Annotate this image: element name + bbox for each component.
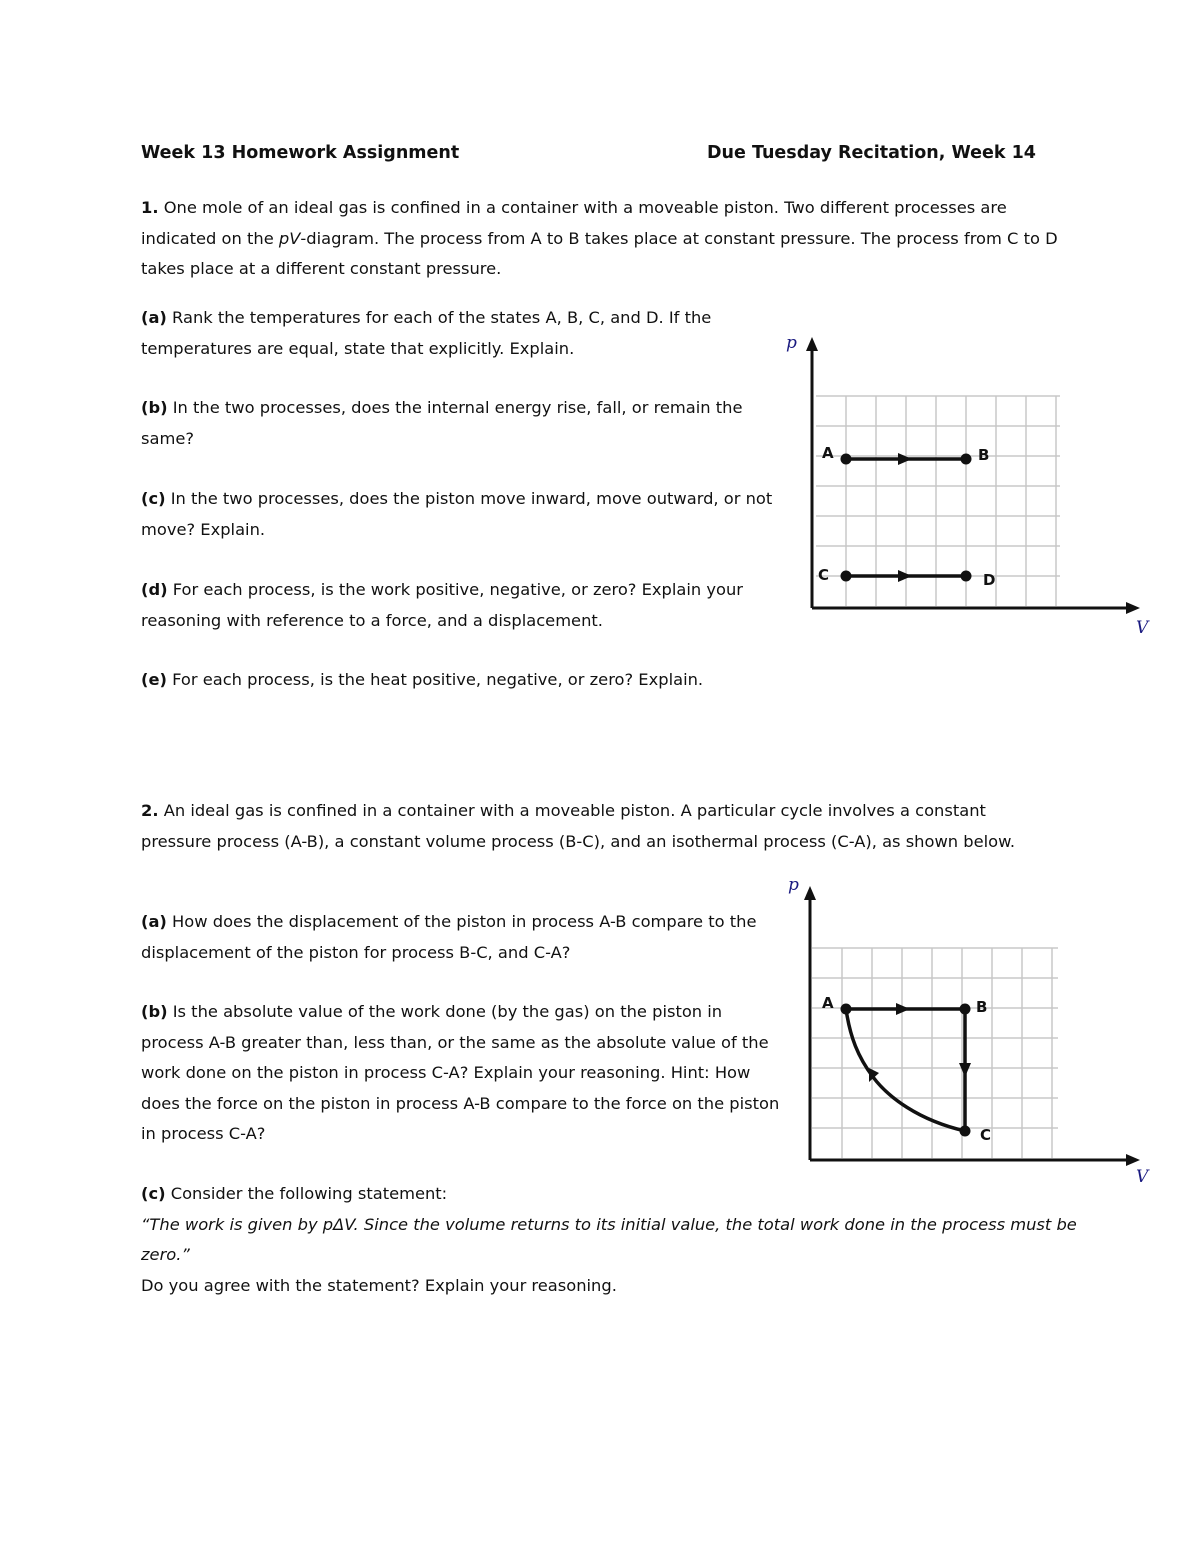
q2-label-a: A xyxy=(822,994,834,1012)
q2-points xyxy=(841,1004,971,1137)
q1-part-b-label: (b) xyxy=(141,398,168,417)
q1-point-d xyxy=(961,571,972,582)
q2-number: 2. xyxy=(141,801,159,820)
due-date: Due Tuesday Recitation, Week 14 xyxy=(707,143,1036,163)
q2-part-c-quote: “The work is given by pΔV. Since the volume returns to its initial value, the total work done in the process must be zero.” xyxy=(141,1214,1077,1264)
q1-x-axis-label: V xyxy=(1136,618,1149,638)
q1-pv-diagram xyxy=(780,325,1160,645)
q2-axes xyxy=(804,886,1140,1166)
q1-part-c-text: In the two processes, does the piston move inward, move outward, or not move? Explain. xyxy=(141,489,773,539)
q2-part-a xyxy=(141,907,781,968)
q2-pv-diagram xyxy=(778,872,1158,1192)
q1-intro xyxy=(141,193,1061,285)
q1-point-b xyxy=(961,454,972,465)
q1-intro-post: -diagram. The process from A to B takes place at constant pressure. The process from C to D takes place at a different constant pressure. xyxy=(141,228,1058,278)
q1-intro-pre: One mole of an ideal gas is confined in a container with a moveable piston. Two different processes are indicated on the xyxy=(141,198,1007,248)
q1-part-d-label: (d) xyxy=(141,580,168,599)
q2-y-axis-label: p xyxy=(788,875,799,895)
q2-process-ca xyxy=(846,1009,965,1131)
q1-label-a: A xyxy=(822,444,834,462)
q2-label-b: B xyxy=(976,998,988,1016)
q1-part-c xyxy=(141,484,781,545)
q2-point-a xyxy=(841,1004,852,1015)
q2-part-c-label: (c) xyxy=(141,1184,166,1203)
q1-label-c: C xyxy=(818,566,830,584)
q1-intro-pv: pV xyxy=(278,228,301,248)
q1-part-d-text: For each process, is the work positive, negative, or zero? Explain your reasoning with reference to a force, and a displacement. xyxy=(141,580,744,630)
q1-part-a-label: (a) xyxy=(141,308,167,327)
q1-part-b-text: In the two processes, does the internal energy rise, fall, or remain the same? xyxy=(141,398,743,448)
q2-grid xyxy=(812,948,1058,1158)
q1-point-c xyxy=(841,571,852,582)
q2-part-b xyxy=(141,997,781,1150)
q1-label-d: D xyxy=(983,571,996,589)
q1-number: 1. xyxy=(141,198,159,217)
q2-point-b xyxy=(960,1004,971,1015)
q1-part-e-label: (e) xyxy=(141,670,167,689)
q2-label-c: C xyxy=(980,1126,992,1144)
q2-part-c-question: Do you agree with the statement? Explain your reasoning. xyxy=(141,1275,617,1295)
q1-part-b xyxy=(141,393,781,454)
q2-arrows xyxy=(869,1003,971,1082)
q2-intro-text: An ideal gas is confined in a container with a moveable piston. A particular cycle involves a constant pressure process (A-B), a constant volume process (B-C), and an isothermal process (C-A), as shown below. xyxy=(141,801,1016,851)
q1-part-e-text: For each process, is the heat positive, negative, or zero? Explain. xyxy=(166,670,704,689)
q1-point-a xyxy=(841,454,852,465)
q2-part-c-text: Consider the following statement: xyxy=(165,1184,448,1203)
q2-part-c xyxy=(141,1179,1081,1301)
q1-part-d xyxy=(141,575,781,636)
q2-point-c xyxy=(960,1126,971,1137)
assignment-title: Week 13 Homework Assignment xyxy=(141,143,460,163)
q2-x-axis-label: V xyxy=(1136,1167,1149,1187)
q1-label-b: B xyxy=(978,446,990,464)
q1-part-a-text: Rank the temperatures for each of the states A, B, C, and D. If the temperatures are equal, state that explicitly. Explain. xyxy=(141,308,712,358)
q2-cycle xyxy=(846,1009,965,1131)
q1-y-axis-label: p xyxy=(786,333,797,353)
q2-part-b-label: (b) xyxy=(141,1002,168,1021)
q2-part-a-label: (a) xyxy=(141,912,167,931)
page-header xyxy=(141,143,1041,171)
q1-part-c-label: (c) xyxy=(141,489,166,508)
q2-intro xyxy=(141,796,1061,857)
q1-part-e xyxy=(141,665,781,696)
q1-part-a xyxy=(141,303,781,364)
q2-part-b-text: Is the absolute value of the work done (by the gas) on the piston in process A-B greater than, less than, or the same as the absolute value of the work done on the piston in process C-A? Explain your reasoning. Hint: How does the force on the piston in process A-B compare to the force on the piston in process C-A? xyxy=(141,1002,780,1143)
q1-axes xyxy=(806,337,1140,614)
q2-part-a-text: How does the displacement of the piston in process A-B compare to the displacement of the piston for process B-C, and C-A? xyxy=(141,912,757,962)
